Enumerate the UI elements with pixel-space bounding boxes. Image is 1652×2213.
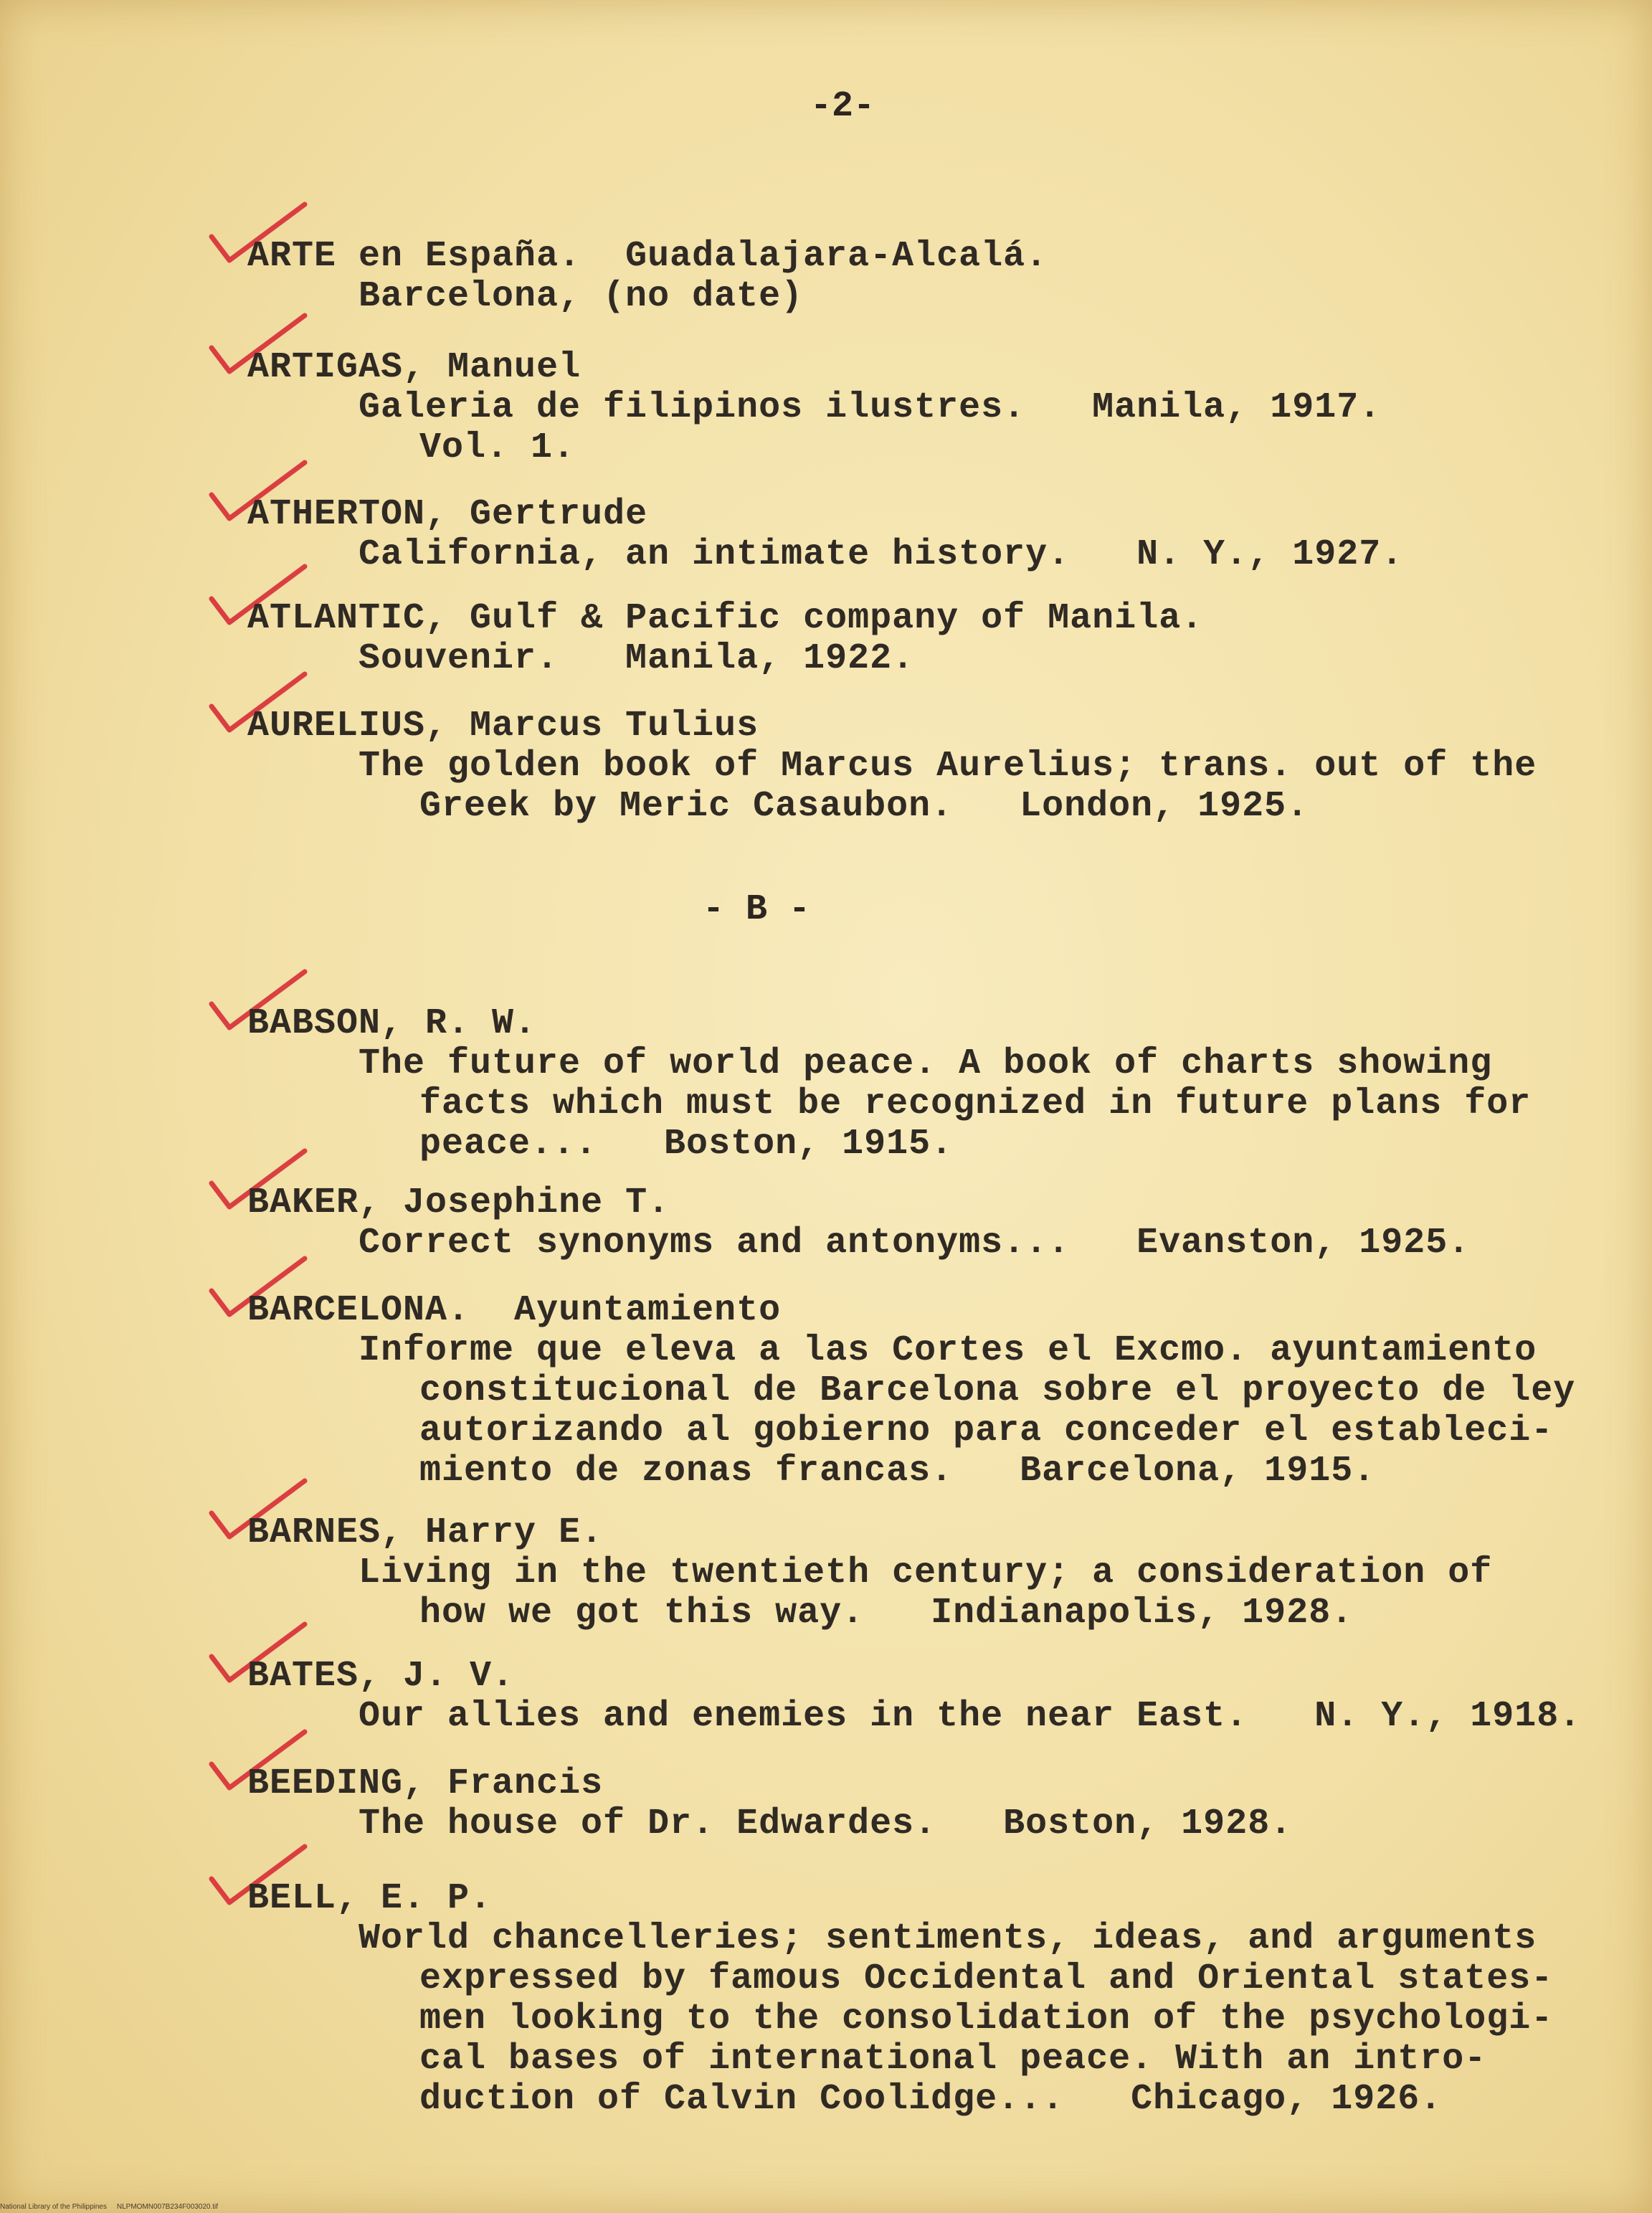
entry-line: Galeria de filipinos ilustres. Manila, 1917. [359, 387, 1382, 428]
entry-line: constitucional de Barcelona sobre el proyecto de ley [419, 1370, 1576, 1411]
entry-line: duction of Calvin Coolidge... Chicago, 1926. [419, 2079, 1443, 2120]
entry-heading: AURELIUS, Marcus Tulius [247, 706, 759, 747]
entry-line: miento de zonas francas. Barcelona, 1915. [419, 1451, 1376, 1492]
entry-heading: BAKER, Josephine T. [247, 1183, 670, 1223]
entry-line: Vol. 1. [419, 427, 576, 468]
entry-heading: BATES, J. V. [247, 1656, 515, 1697]
entry-line: The golden book of Marcus Aurelius; trans. out of the [359, 746, 1537, 787]
entry-line: California, an intimate history. N. Y., 1927. [359, 534, 1404, 575]
entry-line: how we got this way. Indianapolis, 1928. [419, 1593, 1354, 1634]
entry-line: Correct synonyms and antonyms... Evanston, 1925. [359, 1223, 1471, 1264]
entry-heading: BABSON, R. W. [247, 1003, 537, 1044]
entry-line: Barcelona, (no date) [359, 276, 804, 317]
entry-line: expressed by famous Occidental and Oriental states- [419, 1958, 1554, 1999]
entry-heading: BARNES, Harry E. [247, 1512, 604, 1553]
entry-line: autorizando al gobierno para conceder el estableci- [419, 1411, 1554, 1451]
entry-heading: ARTIGAS, Manuel [247, 347, 581, 388]
entry-line: facts which must be recognized in future plans for [419, 1084, 1532, 1124]
entry-line: Living in the twentieth century; a consideration of [359, 1553, 1493, 1593]
entry-line: Souvenir. Manila, 1922. [359, 638, 915, 679]
entry-line: men looking to the consolidation of the psychologi- [419, 1999, 1554, 2039]
entry-line: Greek by Meric Casaubon. London, 1925. [419, 786, 1309, 827]
entry-heading: BARCELONA. Ayuntamiento [247, 1290, 782, 1331]
entry-heading: ATLANTIC, Gulf & Pacific company of Manila. [247, 598, 1204, 639]
entry-line: Our allies and enemies in the near East. N. Y., 1918. [359, 1696, 1582, 1737]
entry-line: The house of Dr. Edwardes. Boston, 1928. [359, 1804, 1293, 1844]
entry-heading: BEEDING, Francis [247, 1763, 604, 1804]
entry-line: cal bases of international peace. With an intro- [419, 2039, 1487, 2080]
entry-heading: ATHERTON, Gertrude [247, 494, 648, 535]
section-heading-b: - B - [703, 889, 811, 930]
entry-line: World chancelleries; sentiments, ideas, and arguments [359, 1918, 1537, 1959]
page-number: -2- [810, 86, 875, 127]
scan-footer: National Library of the Philippines NLPMOMN007B234F003020.tif [0, 2203, 219, 2211]
entry-line: The future of world peace. A book of charts showing [359, 1043, 1493, 1084]
entry-line: Informe que eleva a las Cortes el Excmo. ayuntamiento [359, 1330, 1537, 1371]
entry-heading: ARTE en España. Guadalajara-Alcalá. [247, 236, 1048, 277]
entry-heading: BELL, E. P. [247, 1878, 493, 1919]
entry-line: peace... Boston, 1915. [419, 1124, 954, 1165]
